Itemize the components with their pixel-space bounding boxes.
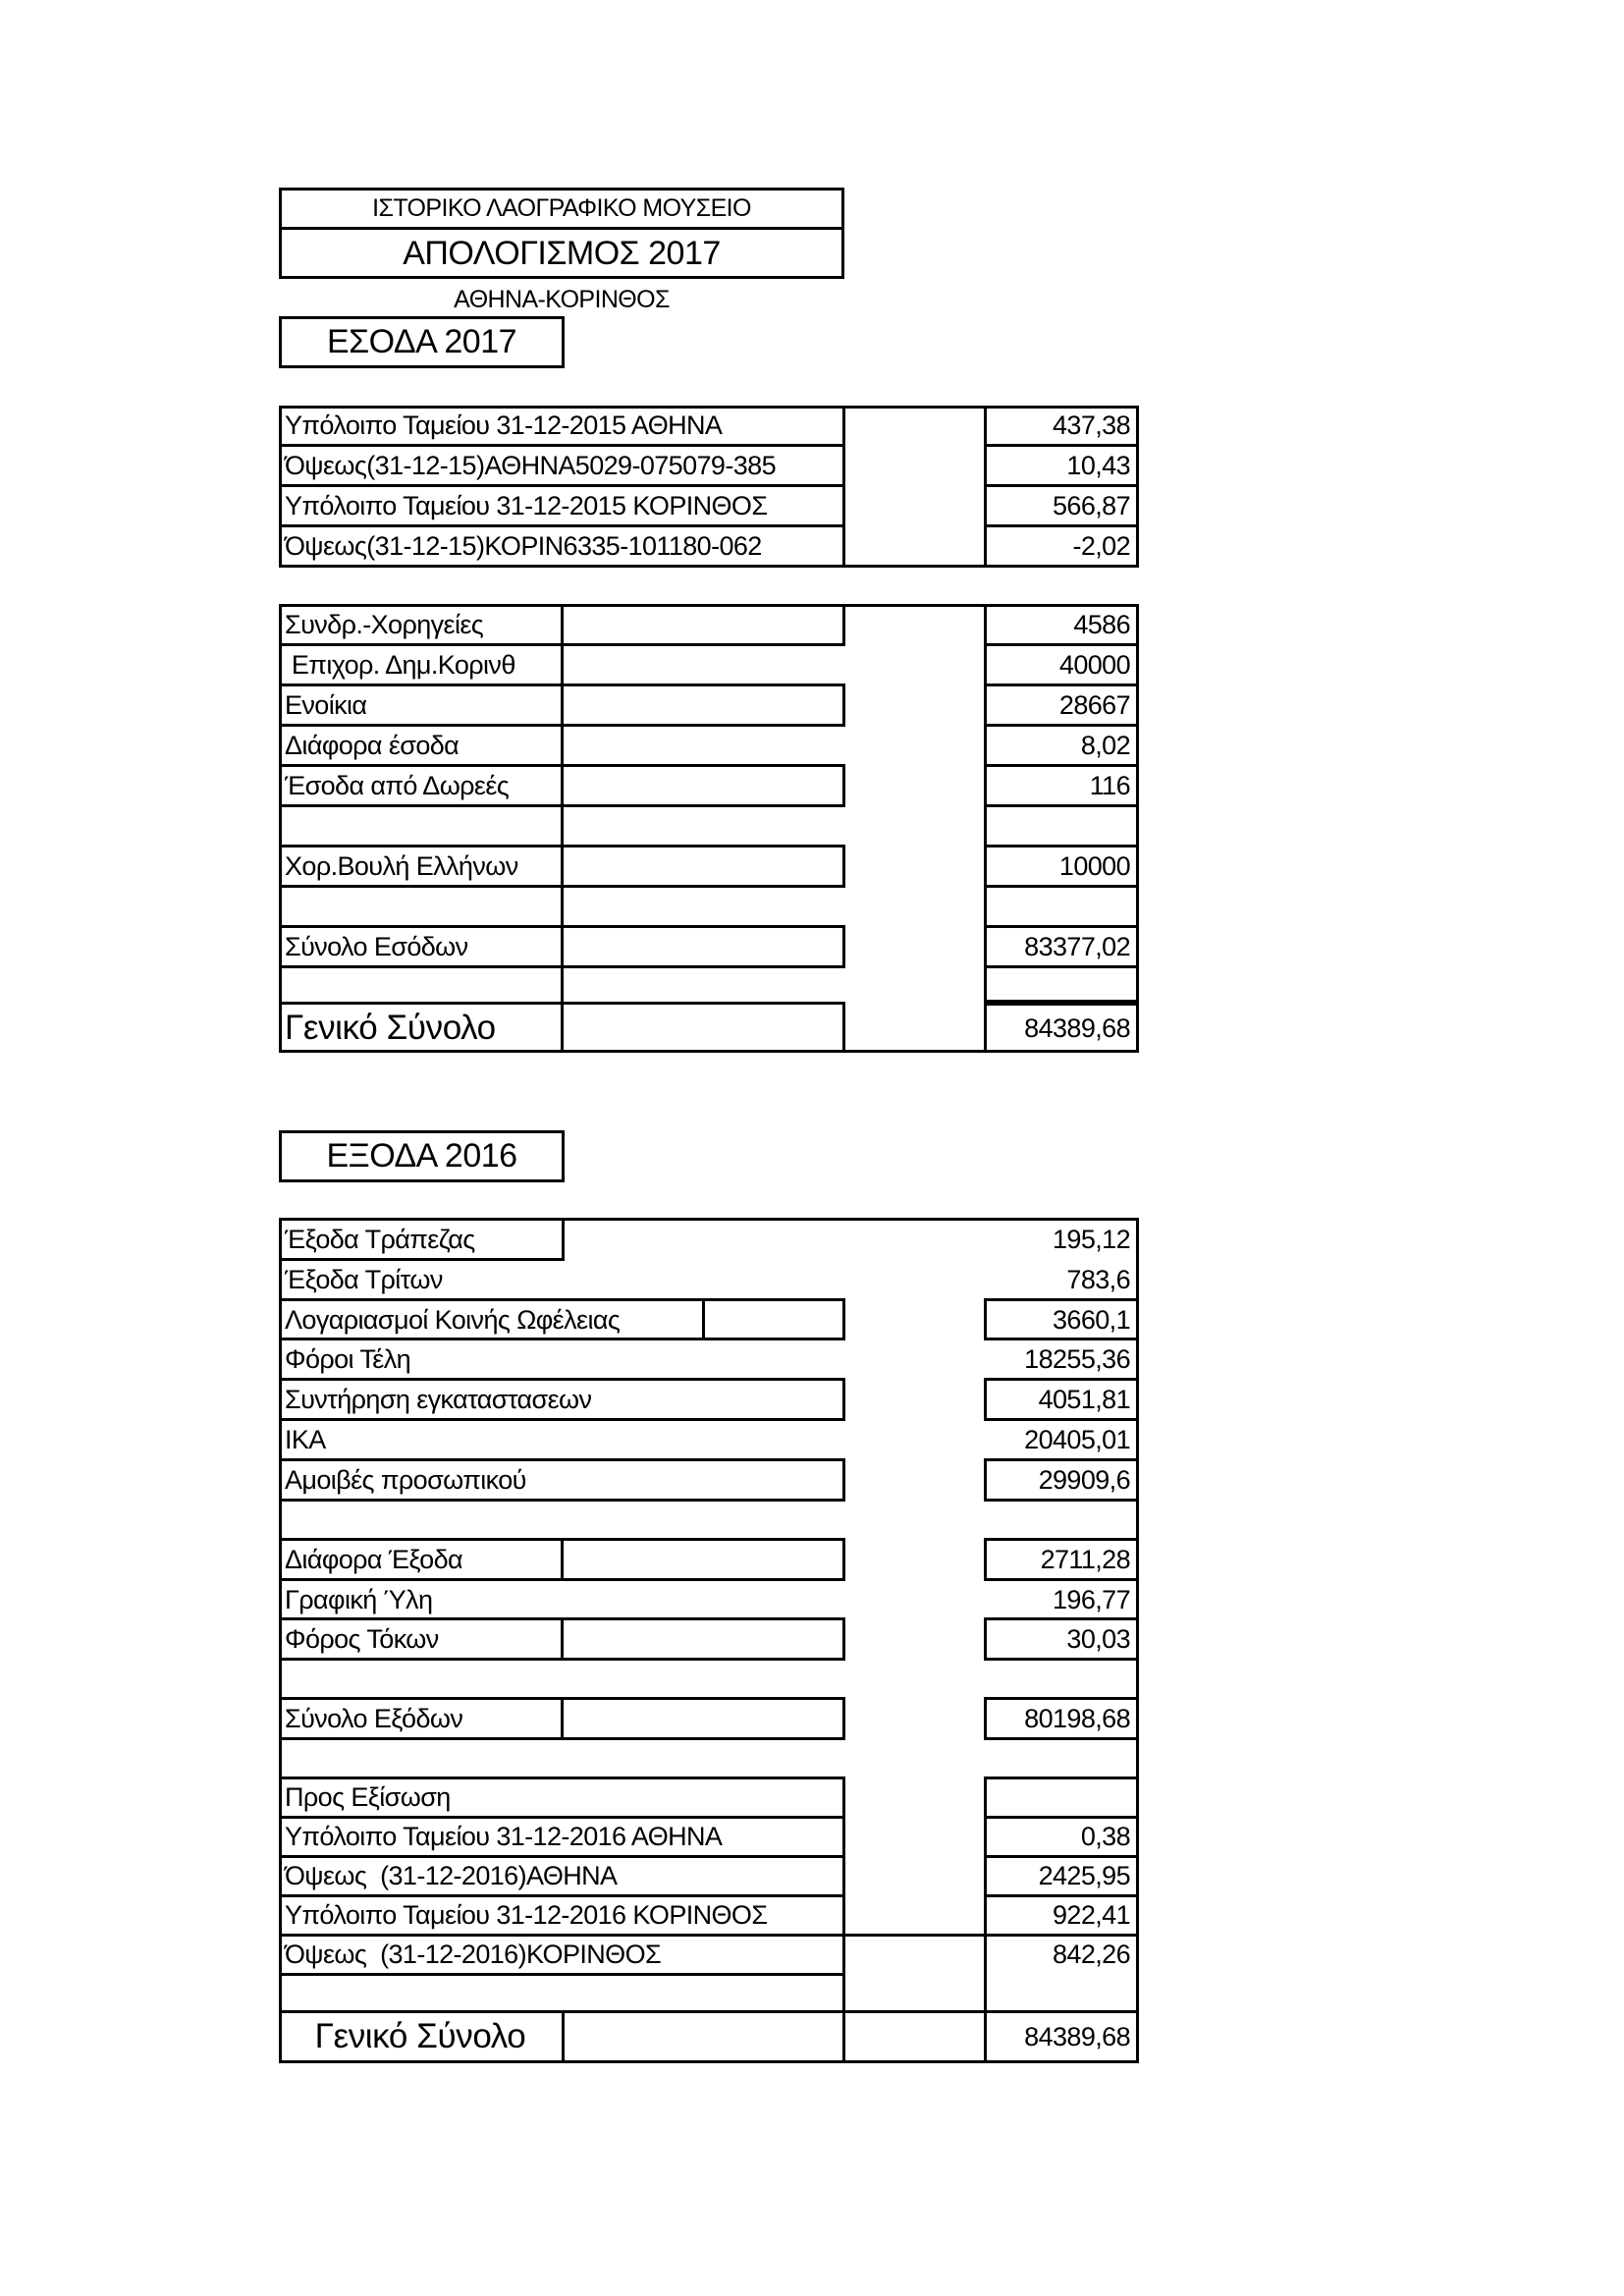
col-divider [842,1934,845,2061]
income-item-label: Έσοδα από Δωρεές [285,771,510,800]
expenses-grand-total-label: Γενικό Σύνολο [314,2017,526,2055]
opening-balance-label: Υπόλοιπο Ταμείου 31-12-2015 ΑΘΗΝΑ [285,410,723,440]
income-item-label [279,807,561,846]
expense-item-label: Συντήρηση εγκαταστασεων [285,1384,592,1414]
income-item-label: Χορ.Βουλή Ελλήνων [285,851,518,881]
opening-balance-value: 566,87 [1053,491,1130,520]
expense-item-label: Διάφορα Έξοδα [285,1544,463,1574]
expense-item-label: Φόροι Τέλη [285,1343,411,1374]
expense-item-value: 783,6 [1066,1264,1130,1294]
equalisation-label: Προς Εξίσωση [285,1782,451,1812]
row-divider [561,965,845,968]
closing-balance-value: 2425,95 [1038,1861,1130,1890]
income-item-value [987,968,1136,1002]
col-divider [561,604,564,1053]
expense-item-value: 18255,36 [1024,1343,1130,1374]
expense-item-value: 30,03 [1066,1623,1130,1654]
closing-balance-value: 842,26 [1053,1940,1130,1969]
closing-balance-label: Υπόλοιπο Ταμείου 31-12-2016 ΑΘΗΝΑ [285,1822,723,1851]
col-divider [561,1617,564,1661]
income-item-value [987,807,1136,846]
income-item-label: Συνδρ.-Χορηγείες [285,610,484,639]
expense-item-value: 195,12 [1053,1224,1130,1254]
expense-item-value: 29909,6 [1038,1464,1130,1495]
expenses-total-value: 80198,68 [1024,1703,1130,1733]
expense-item-label: Φόρος Τόκων [285,1623,439,1654]
income-total-value: 83377,02 [1024,932,1130,961]
expense-item-label: Λογαριασμοί Κοινής Ωφέλειας [285,1304,621,1335]
opening-balance-value: 10,43 [1066,451,1130,480]
empty-cell-box [561,764,845,807]
income-title-text: ΕΣΟΔΑ 2017 [326,323,517,360]
expense-item-label: Γραφική Ύλη [285,1584,433,1614]
income-total-label: Σύνολο Εσόδων [285,932,468,961]
opening-balance-value: -2,02 [1072,531,1130,561]
expense-item-value: 196,77 [1053,1584,1130,1614]
closing-balance-label: Όψεως (31-12-2016)ΚΟΡΙΝΘΟΣ [285,1940,662,1969]
expense-item-value: 4051,81 [1038,1384,1130,1414]
income-item-value: 8,02 [1080,731,1130,760]
opening-balance-label: Όψεως(31-12-15)ΑΘΗΝΑ5029-075079-385 [285,451,776,480]
empty-cell-box [561,1002,845,1053]
empty-cell-box [561,925,845,968]
closing-balance-value: 922,41 [1053,1900,1130,1930]
col-divider [561,1697,564,1740]
closing-balance-value: 0,38 [1080,1822,1130,1851]
col-divider [561,1538,564,1581]
income-item-value: 40000 [1058,650,1130,680]
expense-item-label: Αμοιβές προσωπικού [285,1464,526,1495]
opening-balance-value: 437,38 [1053,410,1130,440]
income-item-label [279,888,561,926]
expense-item-label: ΙΚΑ [285,1424,326,1454]
expenses-grand-total-value: 84389,68 [1024,2021,1130,2051]
income-grand-total-label: Γενικό Σύνολο [285,1008,496,1047]
museum-name: ΙΣΤΟΡΙΚΟ ΛΑΟΓΡΑΦΙΚΟ ΜΟΥΣΕΙΟ [372,194,751,222]
empty-cell-box [561,683,845,727]
closing-balance-label: Υπόλοιπο Ταμείου 31-12-2016 ΚΟΡΙΝΘΟΣ [285,1900,768,1930]
expense-item-value: 3660,1 [1053,1304,1130,1335]
expense-item-value: 2711,28 [1040,1544,1130,1574]
expenses-title-text: ΕΞΟΔΑ 2016 [326,1137,517,1175]
row-divider [842,1934,987,1937]
expense-item-label: Έξοδα Τράπεζας [285,1224,475,1254]
income-section-title [279,316,565,368]
income-item-label: Ενοίκια [285,690,367,720]
expenses-section-title [279,1130,565,1182]
income-item-label: Επιχορ. Δημ.Κορινθ [285,650,515,680]
expense-item-value: 20405,01 [1024,1424,1130,1454]
expenses-total-label: Σύνολο Εξόδων [285,1703,463,1733]
col-divider [702,1298,705,1340]
opening-balance-label: Όψεως(31-12-15)ΚΟΡΙΝ6335-101180-062 [285,531,762,561]
opening-balance-label: Υπόλοιπο Ταμείου 31-12-2015 ΚΟΡΙΝΘΟΣ [285,491,768,520]
income-item-label [279,968,561,1002]
income-item-value: 10000 [1058,851,1130,881]
expense-item-label: Έξοδα Τρίτων [285,1264,443,1294]
page-title: ΑΠΟΛΟΓΙΣΜΟΣ 2017 [403,234,721,272]
empty-cell-box [561,845,845,888]
closing-balance-label: Όψεως (31-12-2016)ΑΘΗΝΑ [285,1861,618,1890]
location-subtitle: ΑΘΗΝΑ-ΚΟΡΙΝΘΟΣ [454,285,670,313]
income-grand-total-value: 84389,68 [1024,1012,1130,1043]
empty-cell-box [561,604,845,646]
income-item-value: 4586 [1073,610,1130,639]
income-item-label: Διάφορα έσοδα [285,731,460,760]
income-item-value: 28667 [1058,690,1130,720]
col-divider [562,2010,565,2061]
income-item-value [987,888,1136,926]
income-item-value: 116 [1089,771,1130,800]
